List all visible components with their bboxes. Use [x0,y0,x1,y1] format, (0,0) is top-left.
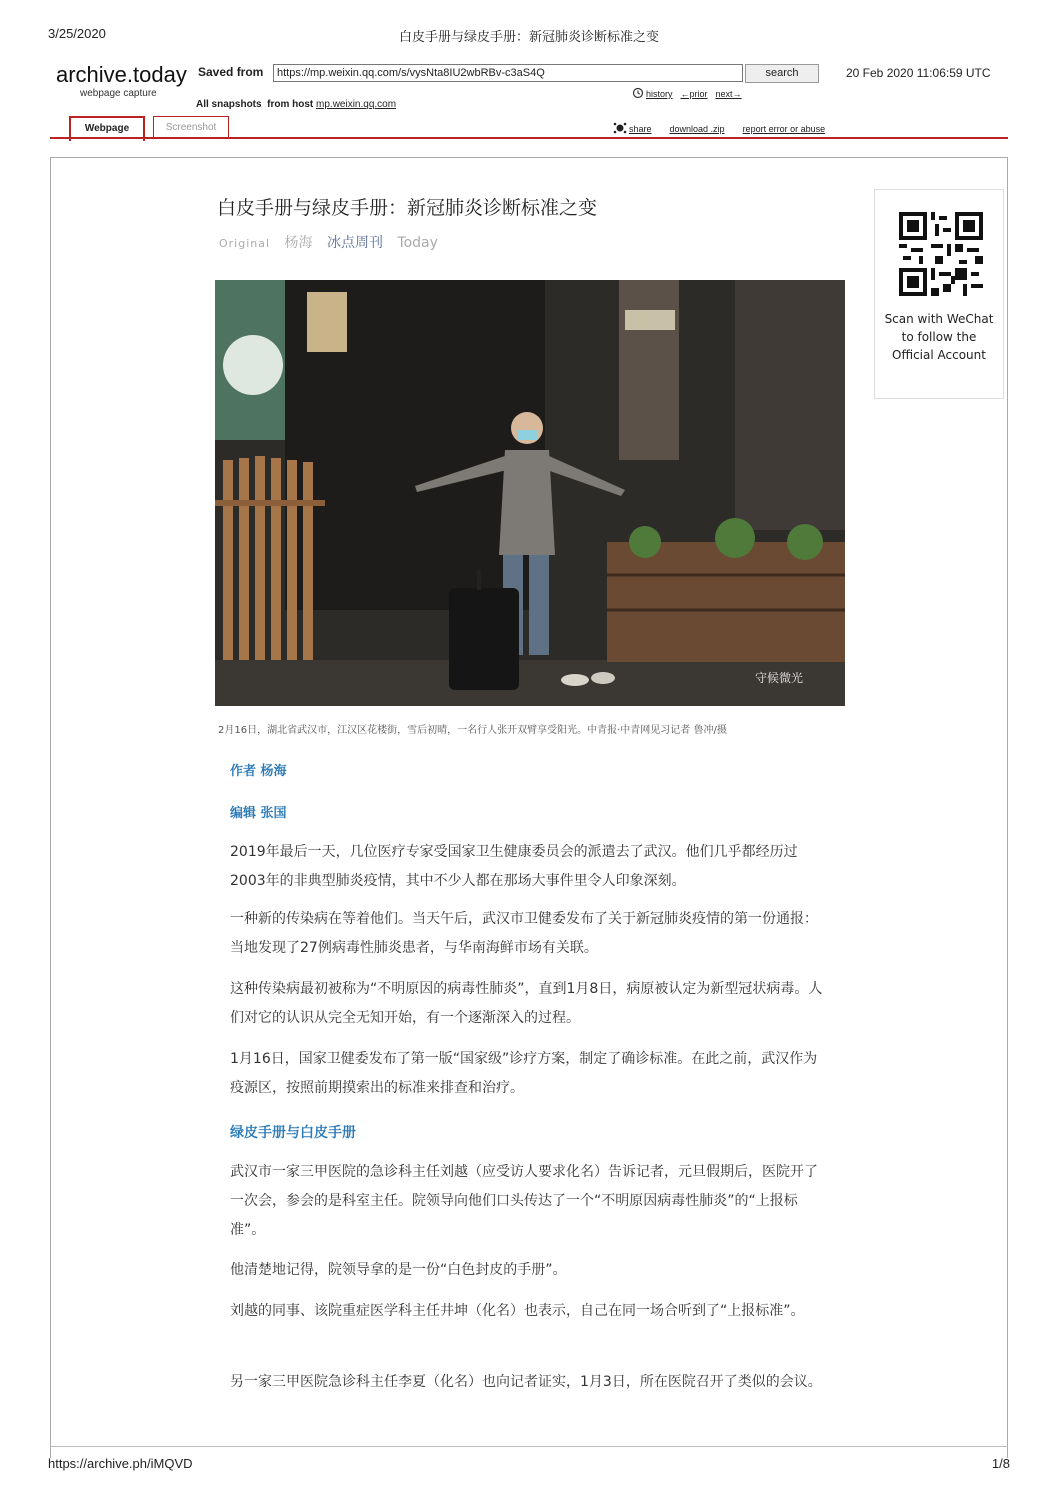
print-title: 白皮手册与绿皮手册：新冠肺炎诊断标准之变 [398,30,659,45]
all-snapshots-line [196,99,396,110]
account-name-link[interactable]: 冰点周刊 [326,235,383,251]
download-zip-link[interactable]: download .zip [669,124,725,134]
paragraph: 这种传染病最初被称为“不明原因的病毒性肺炎”，直到1月8日，病原被认定为新型冠状病毒。人们对它的认识从完全无知开始，有一个逐渐深入的过程。 [230,981,823,1026]
original-badge: Original [219,237,271,250]
paragraph: 刘越的同事、该院重症医学科主任井坤（化名）也表示，自己在同一场合听到了“上报标准”。 [230,1303,805,1319]
publish-time: Today [397,235,438,251]
qr-code-panel [874,189,1004,399]
article-meta [219,232,438,252]
page-bottom-rule [50,1446,1008,1447]
paragraph: 另一家三甲医院急诊科主任李夏（化名）也向记者证实，1月3日，所在医院召开了类似的会议。 [230,1374,822,1390]
print-date: 3/25/2020 [48,26,106,41]
qr-caption: Scan with WeChat to follow the Official Account [884,312,994,362]
qr-code-icon [899,212,983,296]
host-mid: from host [267,99,314,110]
tab-webpage[interactable]: Webpage [69,116,145,141]
snapshot-date: 20 Feb 2020 11:06:59 UTC [846,66,991,80]
editor-line: 编辑 张国 [230,806,287,821]
print-page-number: 1/8 [991,1456,1010,1471]
paragraph: 武汉市一家三甲医院的急诊科主任刘越（应受访人要求化名）告诉记者，元旦假期后，医院开了一次会，参会的是科室主任。院领导向他们口头传达了一个“不明原因病毒性肺炎”的“上报标准”。 [230,1164,818,1238]
host-link[interactable]: mp.weixin.qq.com [316,99,397,110]
tool-links [613,122,843,134]
report-abuse-link[interactable]: report error or abuse [742,124,826,134]
tab-screenshot[interactable]: Screenshot [153,116,229,139]
archive-logo-subtitle: webpage capture [80,88,157,99]
article-title: 白皮手册与绿皮手册：新冠肺炎诊断标准之变 [217,197,598,219]
photo-watermark: 守候微光 [755,671,804,685]
tabs-divider [50,137,1008,139]
prior-link[interactable]: ←prior [680,89,708,99]
share-link[interactable]: share [629,124,652,134]
paragraph: 一种新的传染病在等着他们。当天午后，武汉市卫健委发布了关于新冠肺炎疫情的第一份通报：当地发现了27例病毒性肺炎患者，与华南海鲜市场有关联。 [230,911,818,956]
url-input[interactable]: https://mp.weixin.qq.com/s/vysNta8IU2wbRBv-c3aS4Q [273,64,743,82]
saved-from-label: Saved from [198,65,264,79]
article-author: 杨海 [284,235,313,251]
search-button[interactable]: search [745,64,819,83]
paragraph: 1月16日，国家卫健委发布了第一版“国家级”诊疗方案，制定了确诊标准。在此之前，武汉作为疫源区，按照前期摸索出的标准来排查和治疗。 [230,1051,818,1096]
archive-logo[interactable]: archive.today [56,62,187,87]
host-prefix: All snapshots [196,99,262,110]
article-photo [215,280,845,706]
history-link[interactable]: history [646,89,673,99]
photo-caption: 2月16日，湖北省武汉市，江汉区花楼街，雪后初晴，一名行人张开双臂享受阳光。中青报·中青网见习记者 鲁冲/摄 [218,725,727,736]
author-line: 作者 杨海 [230,764,287,779]
section-subhead: 绿皮手册与白皮手册 [230,1125,356,1141]
paragraph: 他清楚地记得，院领导拿的是一份“白色封皮的手册”。 [230,1262,567,1278]
next-link[interactable]: next→ [715,89,742,99]
snapshot-nav [632,87,750,99]
history-icon[interactable] [632,87,644,99]
print-url: https://archive.ph/iMQVD [48,1456,193,1471]
paragraph: 2019年最后一天，几位医疗专家受国家卫生健康委员会的派遣去了武汉。他们几乎都经历过2003年的非典型肺炎疫情，其中不少人都在那场大事件里令人印象深刻。 [230,844,798,889]
street-scene-image [215,280,845,706]
share-icon[interactable] [613,122,627,134]
